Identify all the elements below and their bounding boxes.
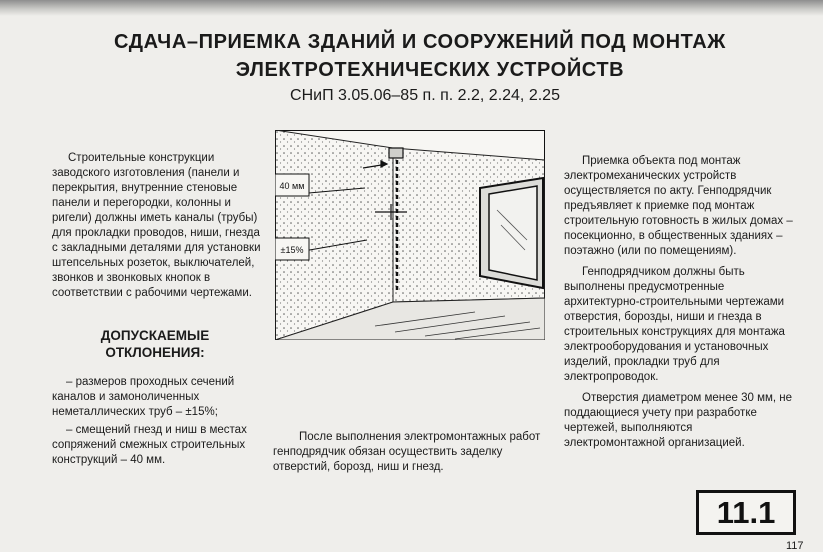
deviation-item-sections — [52, 375, 264, 420]
page-number: 117 — [786, 540, 804, 552]
junction-box — [389, 148, 403, 158]
illustration-caption — [273, 430, 543, 475]
right-paragraph-acceptance: Приемка объекта под монтаж электромеханических устройств осуществляется по акту. Генподрядчик предъявляет к приемке под монтаж строительную готовность в жилых домах – посекционно, в общественных зданиях – поэтажно (или по помещениям). — [564, 155, 793, 257]
intro-paragraph: Строительные конструкции заводского изготовления (панели и перекрытия, внутренние стеновые панели и перегородки, колонны и ригели) должны иметь каналы (трубы) для прокладки проводов, ниши, гнезда с закладными деталями для установки штепсельных розеток, выключателей, звонков и звонковых кнопок в соответствии с рабочими чертежами. — [52, 152, 261, 299]
room-illustration — [275, 130, 545, 340]
deviations-heading-line1: ДОПУСКАЕМЫЕ — [100, 328, 210, 343]
deviations-heading-line2: ОТКЛОНЕНИЯ: — [105, 345, 205, 360]
right-paragraph-contractor: Генподрядчиком должны быть выполнены предусмотренные архитектурно-строительными чертежами отверстия, борозды, ниши и гнезда в строительных конструкциях для монтажа электрооборудования и установочных изделий, прокладки труб для электропроводок. — [564, 266, 785, 383]
window — [480, 178, 543, 288]
label-15pct: ±15% — [280, 245, 304, 255]
caption-text: После выполнения электромонтажных работ генподрядчик обязан осуществить заделку отверстий, борозд, ниш и гнезд. — [273, 431, 541, 473]
left-column — [52, 151, 264, 301]
deviation-text-1: – размеров проходных сечений каналов и замоноличенных неметаллических труб – ±15%; — [52, 376, 235, 418]
right-column — [564, 154, 796, 457]
deviations-heading — [70, 327, 240, 361]
right-paragraph-holes: Отверстия диаметром менее 30 мм, не поддающиеся учету при разработке чертежей, выполняются электромонтажной организацией. — [564, 392, 793, 449]
section-number-badge: 11.1 — [696, 490, 796, 535]
regulation-reference: СНиП 3.05.06–85 п. п. 2.2, 2.24, 2.25 — [290, 87, 560, 104]
deviation-text-2: – смещений гнезд и ниш в местах сопряжений смежных строительных конструкций – 40 мм. — [52, 424, 247, 466]
label-40mm: 40 мм — [279, 181, 305, 191]
page-subtitle: ЭЛЕКТРОТЕХНИЧЕСКИХ УСТРОЙСТВ — [235, 59, 625, 81]
page-title: СДАЧА–ПРИЕМКА ЗДАНИЙ И СООРУЖЕНИЙ ПОД МОНТАЖ — [114, 31, 726, 53]
deviation-item-offsets — [52, 423, 264, 468]
scan-edge-band — [0, 0, 823, 16]
